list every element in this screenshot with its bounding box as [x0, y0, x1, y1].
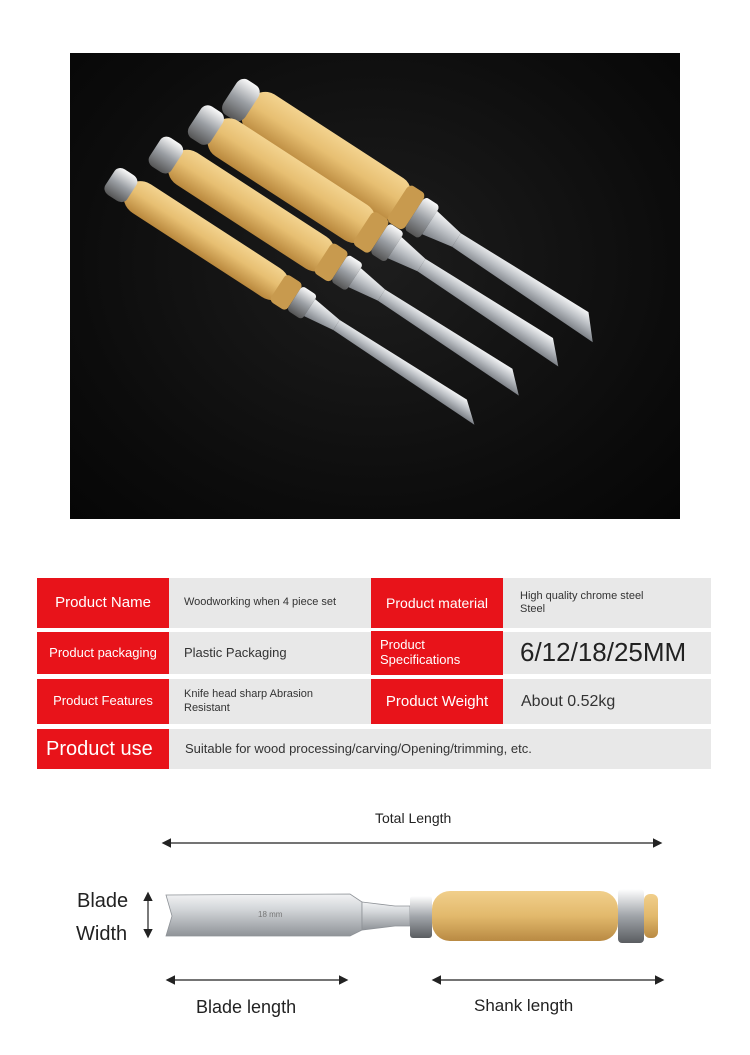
- blade-width-label-line1: Blade: [77, 890, 129, 912]
- spec-row-name: [37, 578, 711, 628]
- blade-width-label-line2: Width: [76, 923, 128, 945]
- product-name-value: Woodworking when 4 piece set: [184, 596, 337, 609]
- product-weight-label: Product Weight: [371, 679, 503, 724]
- product-specifications-label: Product Specifications: [371, 631, 503, 675]
- chisel-illustration: [166, 889, 658, 943]
- product-weight-value: About 0.52kg: [521, 692, 616, 710]
- product-material-label: Product material: [371, 578, 503, 628]
- blade-length-label: Blade length: [196, 997, 297, 1017]
- shank-length-label: Shank length: [474, 996, 574, 1015]
- product-use-value: Suitable for wood processing/carving/Opening/trimming, etc.: [185, 741, 532, 757]
- product-use-label: Product use: [37, 729, 169, 769]
- product-specifications-value: 6/12/18/25MM: [520, 637, 687, 668]
- product-packaging-value: Plastic Packaging: [184, 645, 287, 661]
- total-length-label: Total Length: [375, 810, 452, 826]
- dimension-diagram: [0, 790, 750, 1055]
- spec-row-packaging: [37, 632, 711, 674]
- blade-engraving: 18 mm: [258, 910, 283, 919]
- product-material-value: High quality chrome steel Steel: [520, 589, 644, 615]
- product-features-label: Product Features: [37, 679, 169, 724]
- spec-row-use: [37, 729, 711, 769]
- product-features-value: Knife head sharp Abrasion Resistant: [184, 688, 314, 714]
- product-name-label: Product Name: [37, 578, 169, 628]
- product-photo: [70, 53, 680, 519]
- product-packaging-label: Product packaging: [37, 632, 169, 674]
- spec-row-features: [37, 679, 711, 724]
